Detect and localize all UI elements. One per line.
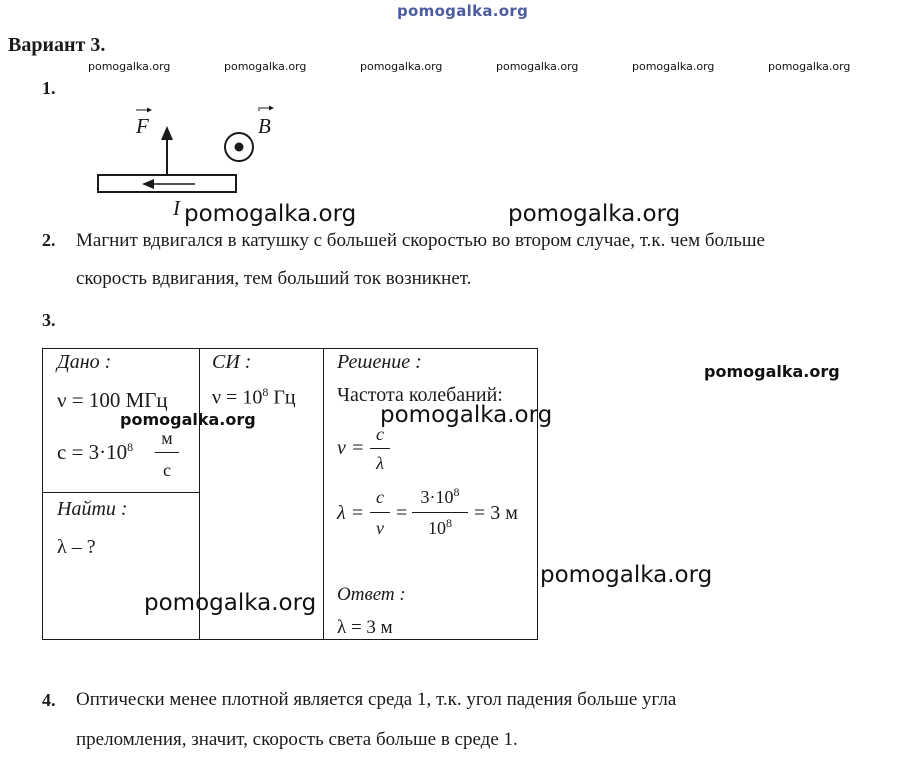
b-vector-arrow — [256, 104, 276, 112]
formula2-den2: $10^8$ — [428, 516, 452, 538]
watermark: pomogalka.org — [144, 590, 317, 616]
watermark: pomogalka.org — [508, 201, 681, 227]
answer-label: Ответ : — [337, 584, 406, 605]
task4-line2: преломления, значит, скорость света больше в среде 1. — [76, 729, 518, 750]
c-unit-den: с — [163, 460, 171, 480]
table-divider-given-find — [42, 492, 200, 493]
answer-value: λ = 3 м — [337, 617, 393, 638]
watermark: pomogalka.org — [184, 201, 357, 227]
formula1-lhs: ν = — [337, 437, 365, 459]
small-watermark: pomogalka.org — [88, 60, 171, 73]
field-label: B — [258, 114, 271, 138]
formula1-line — [370, 448, 390, 449]
watermark: pomogalka.org — [704, 362, 840, 381]
formula2-line — [370, 512, 390, 513]
force-diagram — [90, 100, 260, 210]
si-value: $\nu = 10^8$ Гц — [212, 385, 296, 409]
si-label: СИ : — [212, 351, 252, 373]
variant-title: Вариант 3. — [8, 34, 106, 56]
small-watermark: pomogalka.org — [632, 60, 715, 73]
task2-line2: скорость вдвигания, тем больший ток возникнет. — [76, 268, 472, 289]
small-watermark: pomogalka.org — [768, 60, 851, 73]
small-watermark: pomogalka.org — [224, 60, 307, 73]
task4-number: 4. — [42, 690, 56, 710]
c-unit-num: м — [161, 428, 173, 448]
watermark: pomogalka.org — [380, 402, 553, 428]
force-arrow-head — [161, 126, 173, 140]
formula2-num2: $3\cdot 10^8$ — [420, 485, 460, 507]
task4-line1: Оптически менее плотной является среда 1, т.к. угол падения больше угла — [76, 689, 677, 710]
formula2-line2 — [412, 512, 468, 513]
c-given: $c = 3\cdot 10^8$ — [57, 440, 134, 464]
nu-given: ν = 100 МГц — [57, 388, 168, 412]
given-label: Дано : — [57, 351, 112, 373]
watermark: pomogalka.org — [120, 410, 256, 429]
task3-number: 3. — [42, 310, 56, 330]
find-label: Найти : — [57, 498, 128, 520]
freq-text: Частота колебаний: — [337, 384, 503, 406]
current-label: I — [173, 196, 180, 220]
table-divider-2 — [323, 348, 324, 640]
formula2-result: = 3 м — [474, 502, 518, 524]
task1-number: 1. — [42, 78, 56, 98]
current-arrow-head — [142, 179, 154, 189]
header-watermark: pomogalka.org — [397, 2, 529, 20]
solution-label: Решение : — [337, 351, 422, 373]
watermark: pomogalka.org — [540, 562, 713, 588]
formula2-num: c — [376, 487, 384, 507]
formula2-lhs: λ = — [337, 502, 365, 524]
c-unit-line — [155, 452, 179, 453]
formula1-den: λ — [376, 453, 384, 473]
small-watermark: pomogalka.org — [496, 60, 579, 73]
task2-number: 2. — [42, 230, 56, 250]
task2-line1: Магнит вдвигался в катушку с большей скоростью во втором случае, т.к. чем больше — [76, 230, 765, 251]
formula2-eq: = — [396, 502, 408, 524]
field-dot — [235, 143, 244, 152]
find-value: λ – ? — [57, 536, 96, 558]
force-label: F — [136, 114, 149, 138]
formula1-num: c — [376, 424, 384, 444]
formula2-den: ν — [376, 518, 384, 538]
small-watermark: pomogalka.org — [360, 60, 443, 73]
